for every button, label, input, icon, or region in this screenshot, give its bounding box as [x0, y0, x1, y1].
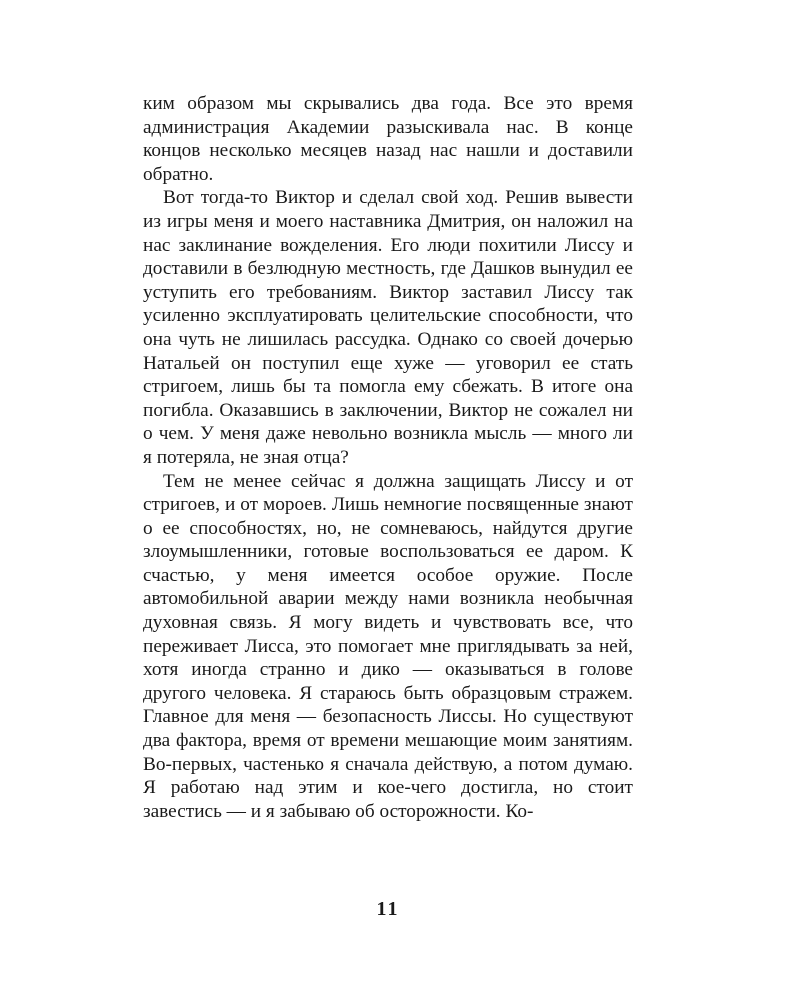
page-number: 11	[376, 898, 400, 920]
paragraph-1: ким образом мы скрывались два года. Все это время администрация Академии разыскивала нас. В конце концов несколько месяцев назад нас нашли и доставили обратно.	[143, 93, 633, 185]
paragraph-3: Тем не менее сейчас я должна защищать Лиссу и от стригоев, и от мороев. Лишь немногие посвященные знают о ее способностях, но, не сомневаюсь, найдутся другие злоумышленники, готовые воспользоваться ее даром. К счастью, у меня имеется особое оружие. После автомобильной аварии между нами возникла необычная духовная связь. Я могу видеть и чувствовать все, что переживает Лисса, это помогает мне приглядывать за ней, хотя иногда странно и дико — оказываться в голове другого человека. Я стараюсь быть образцовым стражем. Главное для меня — безопасность Лиссы. Но существуют два фактора, время от времени мешающие моим занятиям. Во-первых, частенько я сначала действую, а потом думаю. Я работаю над этим и кое-чего достигла, но стоит завестись — и я забываю об осторожности. Ко-	[143, 470, 633, 822]
paragraph-2: Вот тогда-то Виктор и сделал свой ход. Решив вывести из игры меня и моего наставника Дмитрия, он наложил на нас заклинание вожделения. Его люди похитили Лиссу и доставили в безлюдную местность, где Дашков вынудил ее уступить его требованиям. Виктор заставил Лиссу так усиленно эксплуатировать целительские способности, что она чуть не лишилась рассудка. Однако со своей дочерью Натальей он поступил еще хуже — уговорил ее стать стригоем, лишь бы та помогла ему сбежать. В итоге она погибла. Оказавшись в заключении, Виктор не сожалел ни о чем. У меня даже невольно возникла мысль — много ли я потеряла, не зная отца?	[143, 187, 633, 468]
body-text	[143, 92, 633, 823]
